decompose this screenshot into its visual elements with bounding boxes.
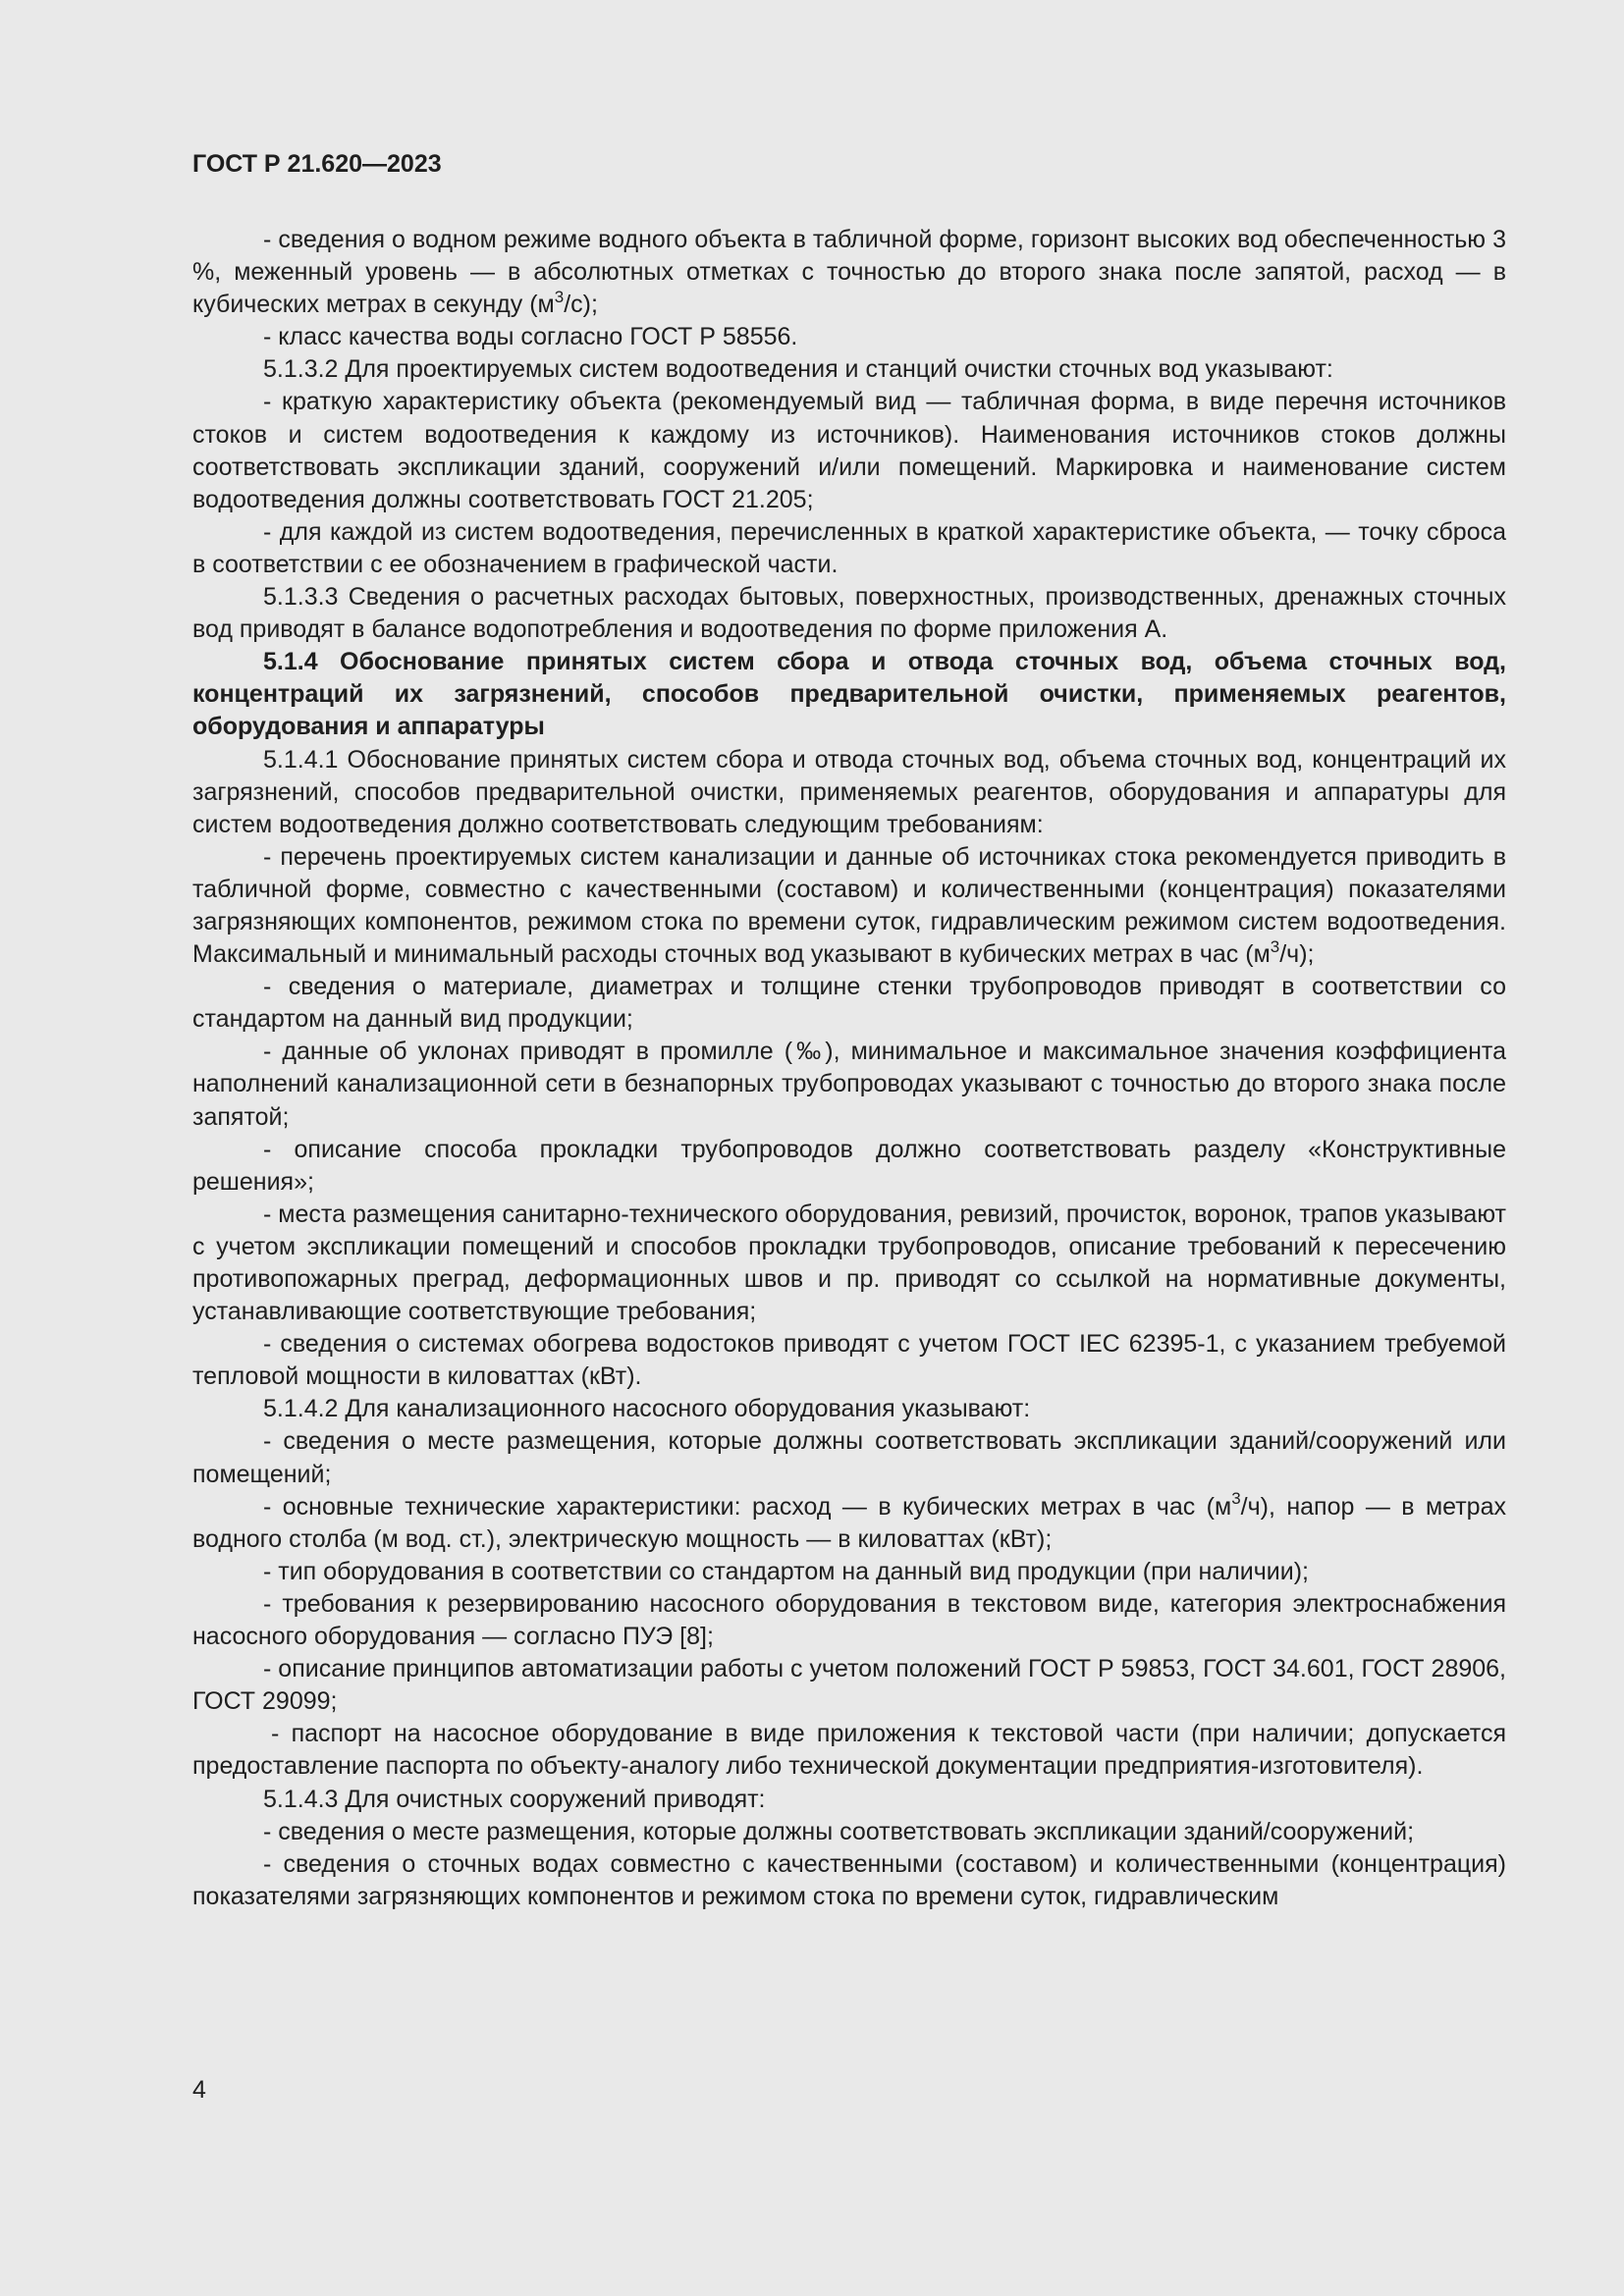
paragraph-text: - сведения о материале, диаметрах и толщине стенки трубопроводов приводят в соответствии со стандартом на данный вид продукции; <box>192 973 1506 1034</box>
paragraph-text: - основные технические характеристики: расход — в кубических метрах в час (м <box>263 1492 1232 1521</box>
paragraph <box>192 321 1506 353</box>
paragraph-text: - требования к резервированию насосного оборудования в текстовом виде, категория электроснабжения насосного оборудования — согласно ПУЭ [8]; <box>192 1589 1506 1651</box>
paragraph-text-continued: /ч), напор — в метрах водного столба (м вод. ст.), электрическую мощность — в киловаттах (кВт); <box>192 1492 1506 1553</box>
paragraph-text: 5.1.3.3 Сведения о расчетных расходах бытовых, поверхностных, производственных, дренажных сточных вод приводят в балансе водопотребления и водоотведения по форме приложения А. <box>192 583 1506 644</box>
paragraph-text: 5.1.3.2 Для проектируемых систем водоотведения и станций очистки сточных вод указывают: <box>263 355 1333 384</box>
paragraph <box>192 971 1506 1036</box>
paragraph <box>192 1134 1506 1199</box>
paragraph-text: 5.1.4.2 Для канализационного насосного оборудования указывают: <box>263 1395 1031 1423</box>
paragraph-text: 5.1.4 Обоснование принятых систем сбора и отвода сточных вод, объема сточных вод, концентраций их загрязнений, способов предварительной очистки, применяемых реагентов, оборудования и аппаратуры <box>192 648 1506 741</box>
paragraph-text-continued: /ч); <box>1279 940 1315 969</box>
paragraph <box>192 386 1506 515</box>
paragraph <box>192 1784 1506 1816</box>
paragraph-text: - данные об уклонах приводят в промилле (‰), минимальное и максимальное значения коэффициента наполнений канализационной сети в безнапорных трубопроводах указывают с точностью до второго знака после запятой; <box>192 1038 1506 1131</box>
paragraph <box>192 1816 1506 1848</box>
superscript: 3 <box>1270 936 1280 956</box>
paragraph <box>192 1718 1506 1783</box>
paragraph-text: - описание способа прокладки трубопроводов должно соответствовать разделу «Конструктивные решения»; <box>192 1135 1506 1196</box>
paragraph <box>192 1328 1506 1393</box>
paragraph-text: - сведения о водном режиме водного объекта в табличной форме, горизонт высоких вод обеспеченностью 3 %, меженный уровень — в абсолютных отметках с точностью до второго знака после запятой, расход — в кубических метрах в секунду (м <box>192 226 1506 319</box>
paragraph <box>192 1556 1506 1588</box>
paragraph-text: - места размещения санитарно-технического оборудования, ревизий, прочисток, воронок, трапов указывают с учетом экспликации помещений и способов прокладки трубопроводов, описание требований к пересечению противопожарных преград, деформационных швов и пр. приводят со ссылкой на нормативные документы, устанавливающие соответствующие требования; <box>192 1200 1506 1326</box>
paragraph <box>192 1653 1506 1718</box>
paragraph-text: - для каждой из систем водоотведения, перечисленных в краткой характеристике объекта, — точку сброса в соответствии с ее обозначением в графической части. <box>192 517 1506 578</box>
paragraph <box>192 1848 1506 1913</box>
paragraph <box>192 1425 1506 1490</box>
superscript: 3 <box>554 287 565 306</box>
paragraph <box>192 744 1506 841</box>
paragraph <box>192 581 1506 646</box>
page-number: 4 <box>192 2076 206 2104</box>
paragraph <box>192 224 1506 321</box>
section-heading <box>192 646 1506 743</box>
paragraph-text-continued: /с); <box>564 291 598 319</box>
paragraph-text: - сведения о сточных водах совместно с качественными (составом) и количественными (концентрация) показателями загрязняющих компонентов и режимом стока по времени суток, гидравлическим <box>192 1849 1506 1910</box>
paragraph-text: - описание принципов автоматизации работы с учетом положений ГОСТ Р 59853, ГОСТ 34.601, ГОСТ 28906, ГОСТ 29099; <box>192 1655 1506 1716</box>
paragraph-text: 5.1.4.3 Для очистных сооружений приводят: <box>263 1785 766 1813</box>
document-body <box>192 224 1506 1913</box>
paragraph <box>192 1199 1506 1328</box>
paragraph-text: - сведения о системах обогрева водостоков приводят с учетом ГОСТ IEC 62395-1, с указанием требуемой тепловой мощности в киловаттах (кВт). <box>192 1330 1506 1391</box>
superscript: 3 <box>1231 1489 1241 1509</box>
paragraph-text: - тип оборудования в соответствии со стандартом на данный вид продукции (при наличии); <box>263 1557 1309 1585</box>
paragraph-text: - краткую характеристику объекта (рекомендуемый вид — табличная форма, в виде перечня источников стоков и систем водоотведения к каждому из источников). Наименования источников стоков должны соответствовать экспликации зданий, сооружений и/или помещений. Маркировка и наименование систем водоотведения должны соответствовать ГОСТ 21.205; <box>192 388 1506 513</box>
paragraph-text: - класс качества воды согласно ГОСТ Р 58556. <box>263 323 798 351</box>
paragraph <box>192 1491 1506 1556</box>
paragraph <box>192 516 1506 581</box>
paragraph <box>192 1588 1506 1653</box>
paragraph-text: - сведения о месте размещения, которые должны соответствовать экспликации зданий/сооружений; <box>263 1817 1415 1845</box>
paragraph-text: 5.1.4.1 Обоснование принятых систем сбора и отвода сточных вод, объема сточных вод, концентраций их загрязнений, способов предварительной очистки, применяемых реагентов, оборудования и аппаратуры для систем водоотведения должно соответствовать следующим требованиям: <box>192 745 1506 838</box>
paragraph <box>192 1036 1506 1133</box>
paragraph-text: - паспорт на насосное оборудование в виде приложения к текстовой части (при наличии; допускается предоставление паспорта по объекту-аналогу либо технической документации предприятия-изготовителя). <box>192 1720 1506 1781</box>
paragraph <box>192 1393 1506 1425</box>
paragraph-text: - сведения о месте размещения, которые должны соответствовать экспликации зданий/сооружений или помещений; <box>192 1427 1506 1488</box>
document-header: ГОСТ Р 21.620—2023 <box>192 150 442 178</box>
paragraph-text: - перечень проектируемых систем канализации и данные об источниках стока рекомендуется приводить в табличной форме, совместно с качественными (составом) и количественными (концентрация) показателями загрязняющих компонентов, режимом стока по времени суток, гидравлическим режимом систем водоотведения. Максимальный и минимальный расходы сточных вод указывают в кубических метрах в час (м <box>192 842 1506 969</box>
paragraph <box>192 353 1506 386</box>
paragraph <box>192 841 1506 971</box>
